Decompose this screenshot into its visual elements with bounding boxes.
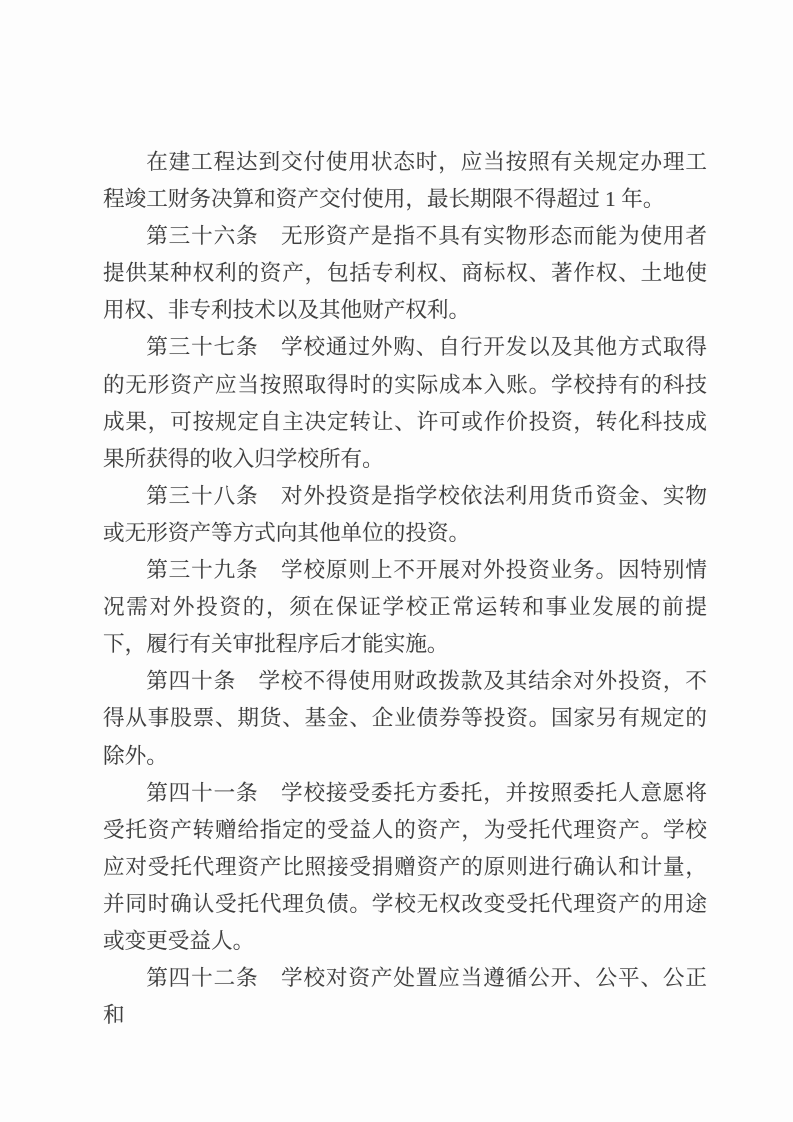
- paragraph-construction-in-progress-continuation: 在建工程达到交付使用状态时，应当按照有关规定办理工程竣工财务决算和资产交付使用，最长期限不得超过 1 年。: [103, 150, 707, 212]
- paragraph-article-36-intangible-assets: 第三十六条 无形资产是指不具有实物形态而能为使用者提供某种权利的资产，包括专利权、商标权、著作权、土地使用权、非专利技术以及其他财产权利。: [103, 224, 707, 323]
- paragraph-article-39-investment-restrictions: 第三十九条 学校原则上不开展对外投资业务。因特别情况需对外投资的，须在保证学校正常运转和事业发展的前提下，履行有关审批程序后才能实施。: [103, 558, 707, 657]
- document-text-block: [103, 144, 707, 1034]
- paragraph-article-41-entrusted-agency-assets: 第四十一条 学校接受委托方委托，并按照委托人意愿将受托资产转赠给指定的受益人的资产，为受托代理资产。学校应对受托代理资产比照接受捐赠资产的原则进行确认和计量，并同时确认受托代理负债。学校无权改变受托代理资产的用途或变更受益人。: [103, 780, 707, 953]
- paragraph-article-42-asset-disposal: 第四十二条 学校对资产处置应当遵循公开、公平、公正和: [103, 966, 707, 1028]
- paragraph-article-37-intangible-asset-accounting: 第三十七条 学校通过外购、自行开发以及其他方式取得的无形资产应当按照取得时的实际成本入账。学校持有的科技成果，可按规定自主决定转让、许可或作价投资，转化科技成果所获得的收入归学校所有。: [103, 335, 707, 471]
- paragraph-article-40-fiscal-funds-prohibition: 第四十条 学校不得使用财政拨款及其结余对外投资，不得从事股票、期货、基金、企业债券等投资。国家另有规定的除外。: [103, 669, 707, 768]
- paragraph-article-38-external-investment-definition: 第三十八条 对外投资是指学校依法利用货币资金、实物或无形资产等方式向其他单位的投资。: [103, 483, 707, 545]
